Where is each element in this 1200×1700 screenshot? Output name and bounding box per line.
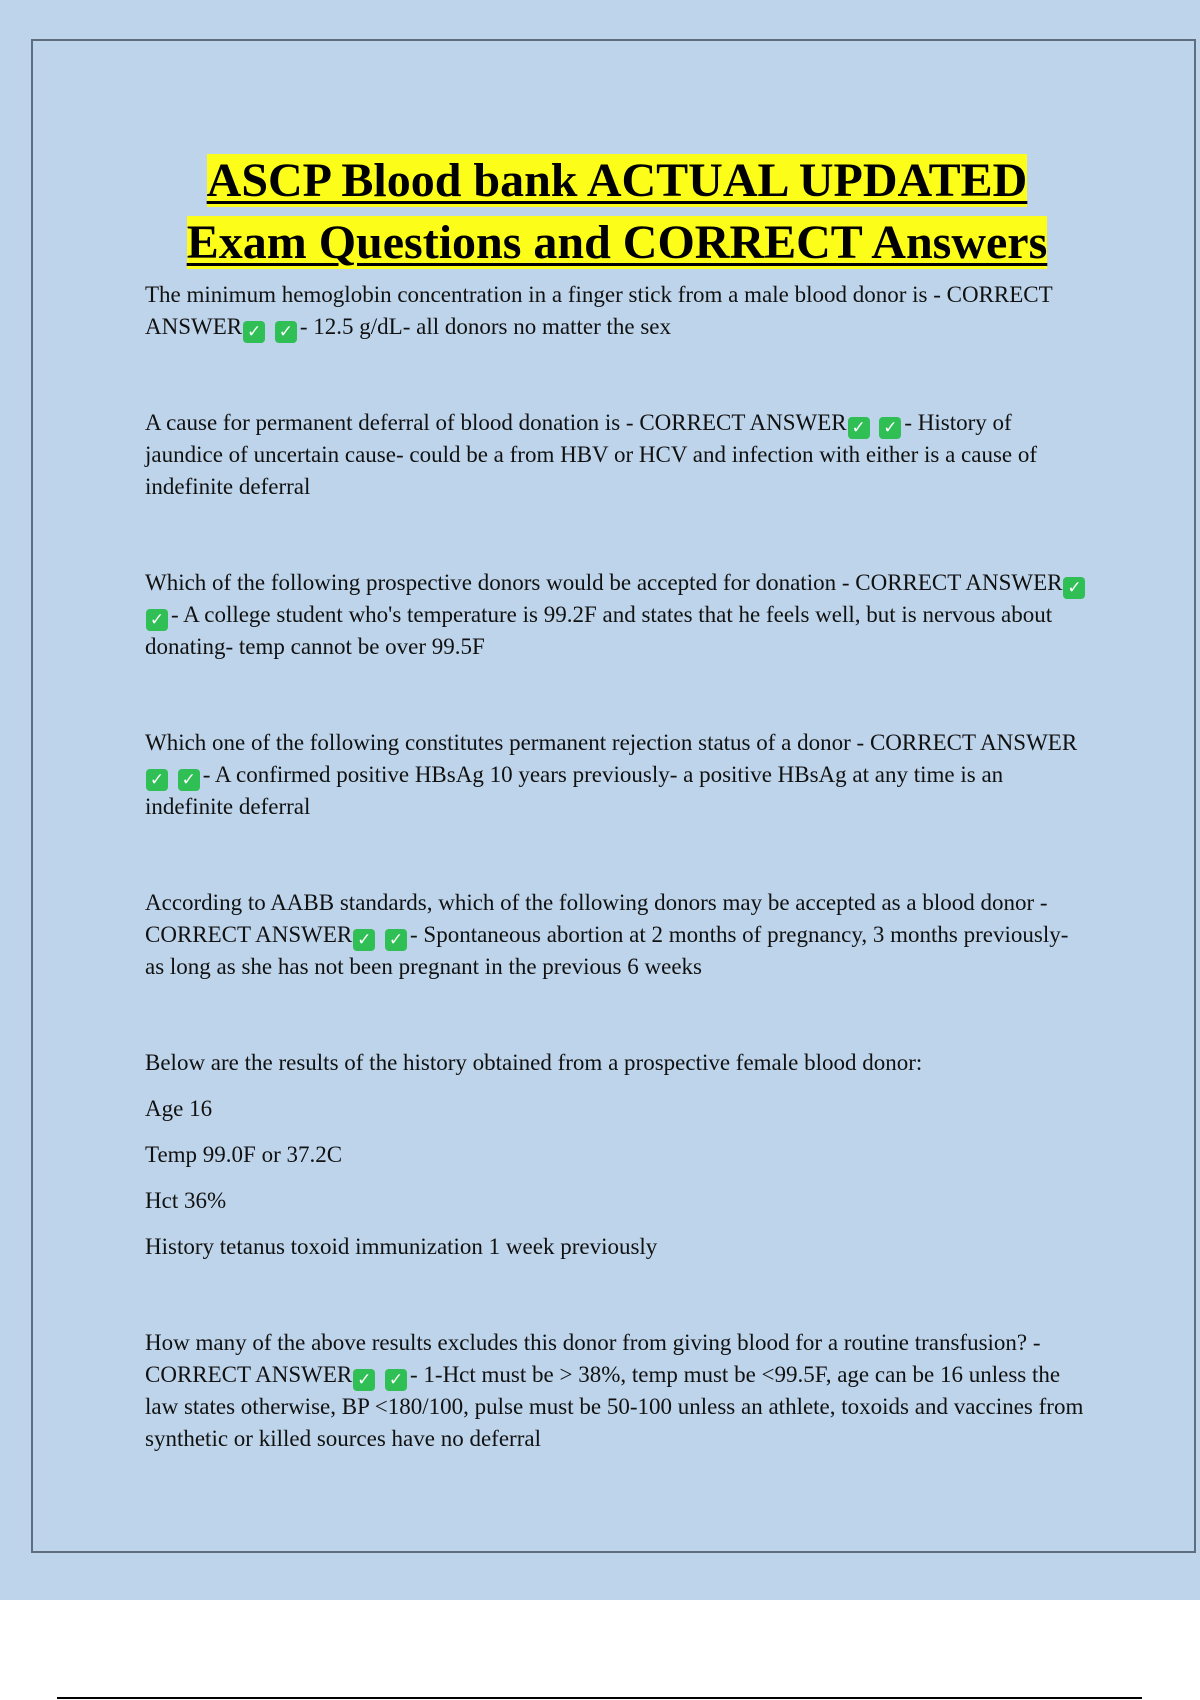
question-text: The minimum hemoglobin concentration in a finger stick from a male blood donor is - CORRECT ANSWER: [145, 282, 1053, 339]
check-icon: ✓: [848, 417, 870, 439]
answer-text: - Spontaneous abortion at 2 months of pregnancy, 3 months previously- as long as she has not been pregnant in the previous 6 weeks: [145, 922, 1069, 979]
history-intro: Below are the results of the history obtained from a prospective female blood donor:: [145, 1050, 923, 1075]
title-line-2: Exam Questions and CORRECT Answers: [186, 216, 1048, 269]
check-icon: ✓: [146, 769, 168, 791]
question-text: According to AABB standards, which of the following donors may be accepted as a blood donor - CORRECT ANSWER: [145, 890, 1048, 947]
check-icon: ✓: [178, 769, 200, 791]
answer-text: - A college student who's temperature is 99.2F and states that he feels well, but is nervous about donating- temp cannot be over 99.5F: [145, 602, 1053, 659]
qa-item-6: [145, 1327, 1090, 1455]
answer-text: - 1-Hct must be > 38%, temp must be <99.5F, age can be 16 unless the law states otherwise, BP <180/100, pulse must be 50-100 unless an athlete, toxoids and vaccines from synthetic or killed sources have no deferral: [145, 1362, 1084, 1451]
answer-text: - History of jaundice of uncertain cause- could be a from HBV or HCV and infection with either is a cause of indefinite deferral: [145, 410, 1038, 499]
check-icon: ✓: [275, 321, 297, 343]
history-line: Hct 36%: [145, 1188, 227, 1213]
qa-item-1: [145, 279, 1090, 343]
history-line: History tetanus toxoid immunization 1 week previously: [145, 1234, 658, 1259]
history-line: Temp 99.0F or 37.2C: [145, 1142, 343, 1167]
next-page-rule: [57, 1697, 1142, 1699]
question-text: How many of the above results excludes this donor from giving blood for a routine transfusion? - CORRECT ANSWER: [145, 1330, 1041, 1387]
title-line-1: ASCP Blood bank ACTUAL UPDATED: [206, 154, 1028, 207]
check-icon: ✓: [243, 321, 265, 343]
question-text: A cause for permanent deferral of blood donation is - CORRECT ANSWER: [145, 410, 847, 435]
qa-item-4: [145, 727, 1090, 823]
document-title: [0, 150, 1200, 274]
history-line: Age 16: [145, 1096, 213, 1121]
check-icon: ✓: [353, 929, 375, 951]
check-icon: ✓: [879, 417, 901, 439]
answer-text: - A confirmed positive HBsAg 10 years previously- a positive HBsAg at any time is an indefinite deferral: [145, 762, 1004, 819]
qa-item-3: [145, 567, 1090, 663]
donor-history: [145, 1047, 1090, 1263]
question-text: Which of the following prospective donors would be accepted for donation - CORRECT ANSWER: [145, 570, 1063, 595]
qa-item-5: [145, 887, 1090, 983]
check-icon: ✓: [353, 1369, 375, 1391]
qa-content: [145, 279, 1090, 1455]
check-icon: ✓: [1063, 577, 1085, 599]
answer-text: - 12.5 g/dL- all donors no matter the sex: [299, 314, 671, 339]
check-icon: ✓: [146, 609, 168, 631]
question-text: Which one of the following constitutes permanent rejection status of a donor - CORRECT ANSWER: [145, 730, 1078, 755]
check-icon: ✓: [385, 1369, 407, 1391]
qa-item-2: [145, 407, 1090, 503]
check-icon: ✓: [385, 929, 407, 951]
